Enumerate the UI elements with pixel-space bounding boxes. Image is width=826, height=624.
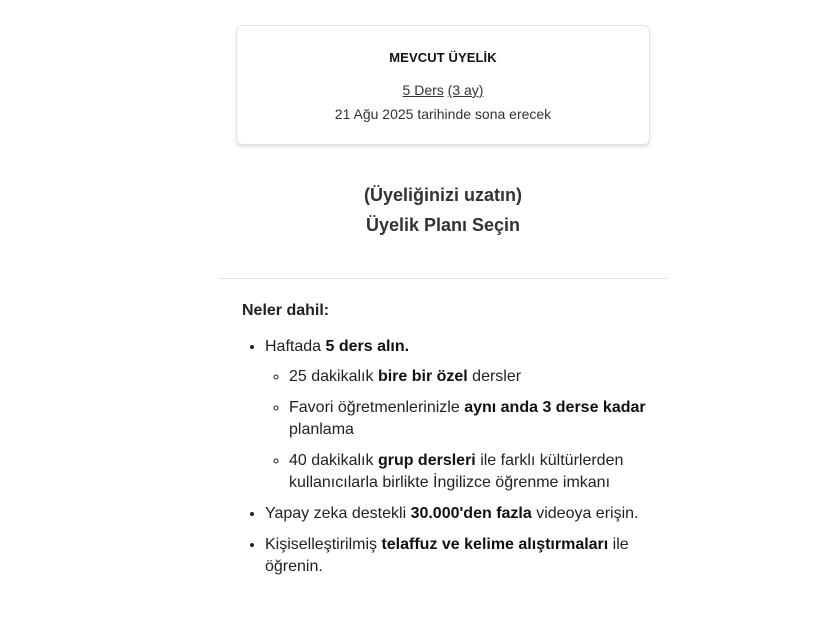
includes-title: Neler dahil:: [242, 302, 330, 319]
list-item: [265, 503, 652, 525]
membership-plan-line: [237, 82, 649, 98]
membership-expiry: 21 Ağu 2025 tarihinde sona erecek: [334, 106, 552, 122]
item-text: 25 dakikalık: [289, 368, 378, 385]
membership-card-title: MEVCUT ÜYELİK: [389, 50, 497, 65]
includes-list: [242, 336, 652, 578]
item-text: ile farklı kültürlerden kullanıcılarla birlikte İngilizce öğrenme imkanı: [289, 452, 624, 491]
item-text: ile öğrenin.: [265, 536, 629, 575]
item-text: 40 dakikalık: [289, 452, 378, 469]
item-bold-text: aynı anda 3 derse kadar: [464, 399, 646, 416]
list-item: [289, 450, 652, 494]
item-text: Kişiselleştirilmiş: [265, 536, 382, 553]
sub-list: [265, 366, 652, 494]
list-item: [289, 366, 652, 388]
item-text: Yapay zeka destekli: [265, 505, 411, 522]
item-bold-text: bire bir özel: [377, 368, 468, 385]
item-bold-text: telaffuz ve kelime alıştırmaları: [381, 536, 609, 553]
item-text: Haftada: [265, 338, 326, 355]
item-text: videoya erişin.: [531, 505, 639, 522]
item-text: Favori öğretmenlerinizle: [289, 399, 465, 416]
plan-duration-link[interactable]: (3 ay): [447, 82, 484, 98]
item-bold-text: grup dersleri: [377, 452, 476, 469]
plan-lessons-link[interactable]: 5 Ders: [402, 82, 444, 98]
extend-membership-heading: (Üyeliğinizi uzatın): [363, 185, 522, 205]
includes-section: [242, 302, 652, 587]
current-membership-card: [236, 25, 650, 145]
item-bold-text: 5 ders alın.: [325, 338, 410, 355]
select-plan-heading: Üyelik Planı Seçin: [365, 215, 521, 235]
item-bold-text: 30.000'den fazla: [410, 505, 532, 522]
item-text: planlama: [289, 421, 354, 438]
list-item: [265, 534, 652, 578]
section-divider: [218, 278, 668, 279]
list-item: [265, 336, 652, 494]
list-item: [289, 397, 652, 441]
item-text: dersler: [467, 368, 522, 385]
